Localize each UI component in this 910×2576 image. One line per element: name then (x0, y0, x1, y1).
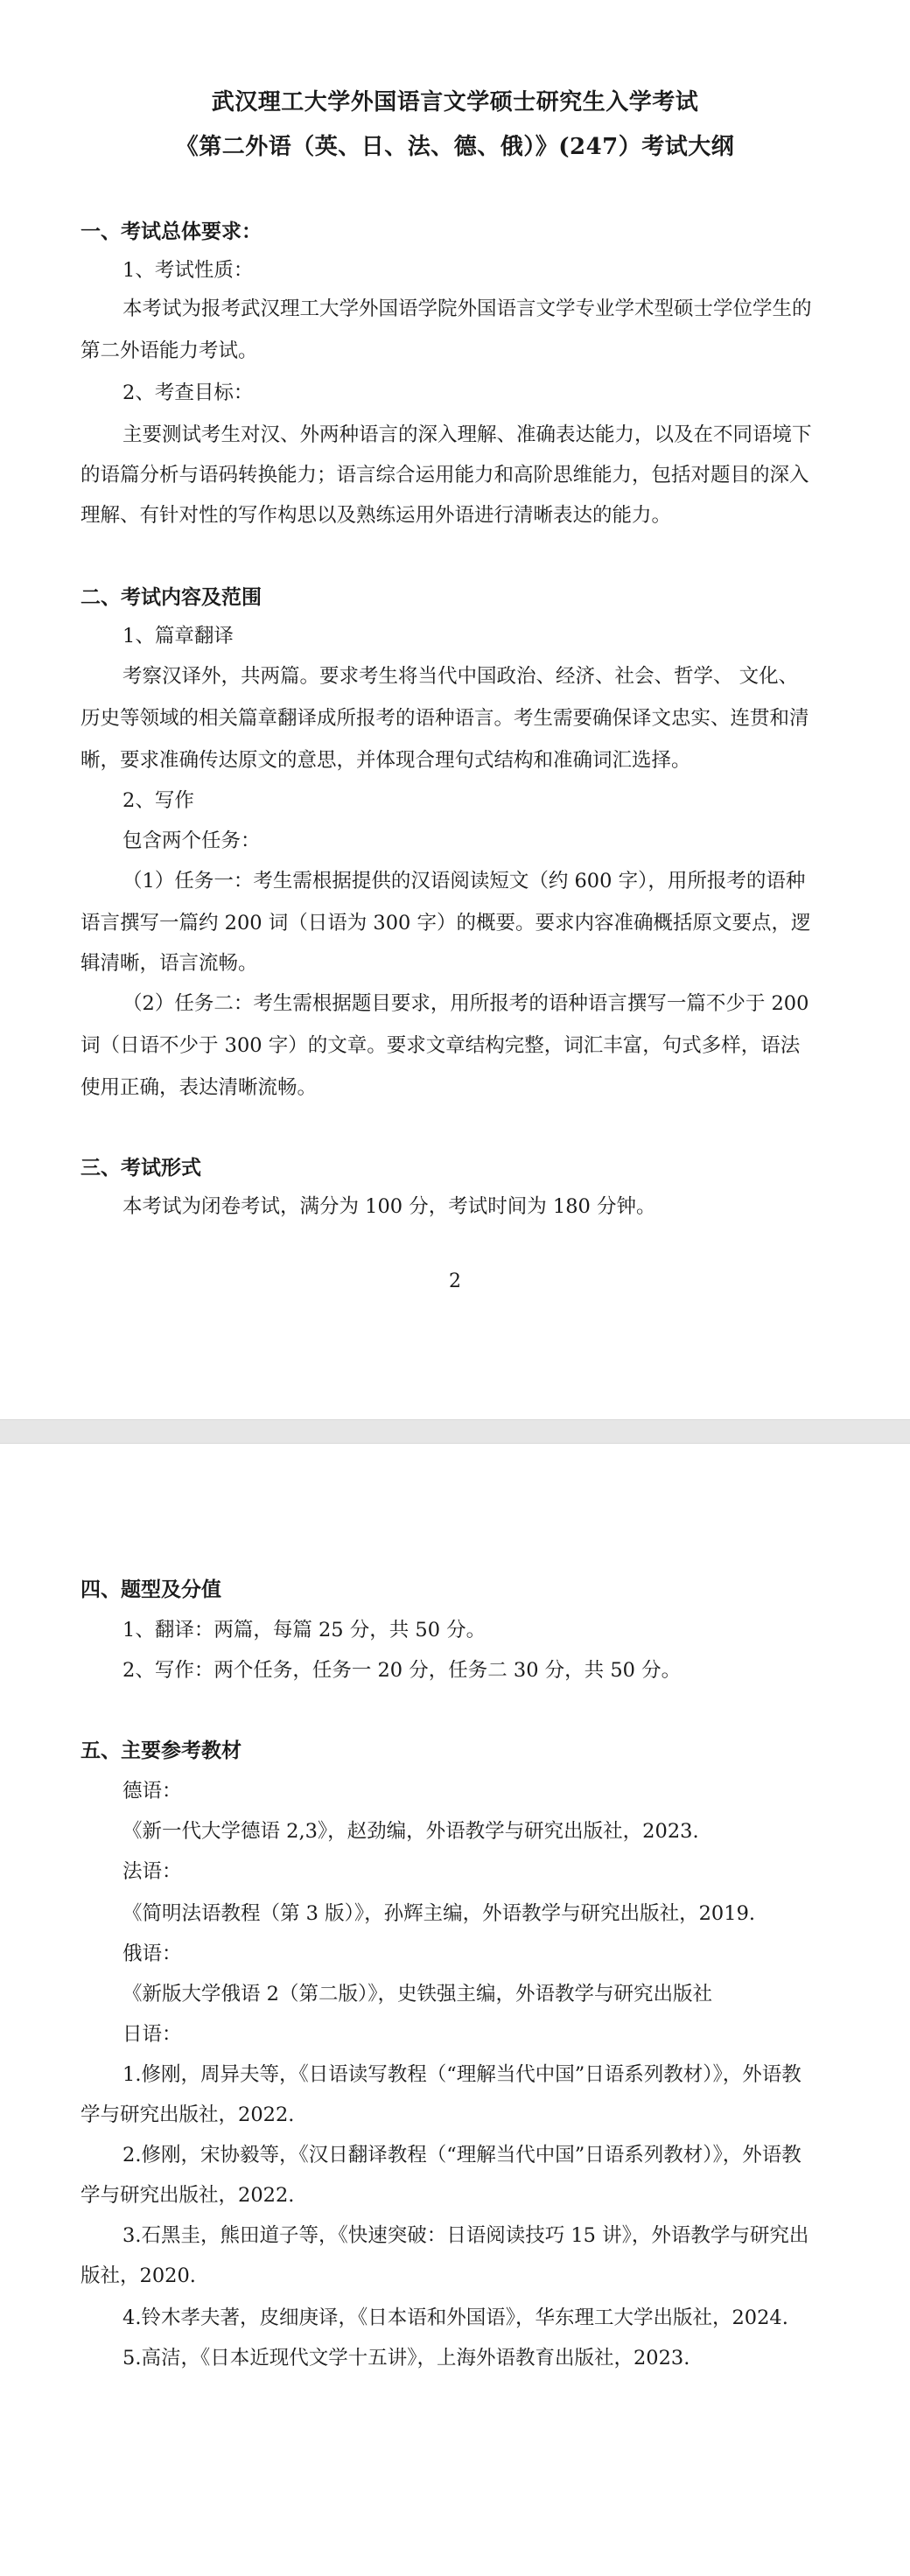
section-2-subheading-writing: 2、写作 (122, 789, 194, 812)
paragraph-line: 的语篇分析与语码转换能力；语言综合运用能力和高阶思维能力，包括对题目的深入 (80, 464, 809, 486)
reference-item: 4.铃木孝夫著，皮细庚译，《日本语和外国语》，华东理工大学出版社，2024. (122, 2306, 788, 2329)
page-separator (0, 1419, 910, 1444)
reference-item-continued: 学与研究出版社，2022. (80, 2184, 295, 2207)
task-2-line: （2）任务二：考生需根据题目要求，用所报考的语种语言撰写一篇不少于 200 (122, 992, 809, 1015)
reference-item-continued: 学与研究出版社，2022. (80, 2104, 295, 2126)
section-3-heading: 三、考试形式 (80, 1156, 201, 1180)
paragraph-line: 理解、有针对性的写作构思以及熟练运用外语进行清晰表达的能力。 (80, 504, 672, 527)
task-1-line: 语言撰写一篇约 200 词（日语为 300 字）的概要。要求内容准确概括原文要点，逻 (80, 912, 811, 934)
paragraph-line: 第二外语能力考试。 (80, 340, 258, 362)
paragraph-line: 考察汉译外，共两篇。要求考生将当代中国政治、经济、社会、哲学、 文化、 (122, 665, 799, 688)
section-4-heading: 四、题型及分值 (80, 1578, 221, 1601)
page-number: 2 (449, 1270, 461, 1292)
document-title-line-2: 《第二外语（英、日、法、德、俄）》(247）考试大纲 (175, 134, 735, 160)
section-1-subheading-nature: 1、考试性质： (122, 259, 254, 282)
task-2-line: 词（日语不少于 300 字）的文章。要求文章结构完整，词汇丰富，句式多样，语法 (80, 1034, 801, 1057)
reference-item: 《新一代大学德语 2,3》，赵劲编，外语教学与研究出版社，2023. (122, 1820, 699, 1843)
section-5-heading: 五、主要参考教材 (80, 1739, 242, 1762)
language-label-japanese: 日语： (122, 2023, 182, 2046)
language-label-german: 德语： (122, 1780, 182, 1802)
task-1-line: （1）任务一：考生需根据提供的汉语阅读短文（约 600 字），用所报考的语种 (122, 870, 806, 892)
task-1-line: 辑清晰，语言流畅。 (80, 952, 258, 975)
section-1-heading: 一、考试总体要求： (80, 220, 262, 243)
task-2-line: 使用正确，表达清晰流畅。 (80, 1076, 318, 1099)
section-1-subheading-goals: 2、考查目标： (122, 382, 254, 404)
reference-item: 《简明法语教程（第 3 版）》，孙辉主编，外语教学与研究出版社，2019. (122, 1902, 756, 1925)
reference-item-continued: 版社，2020. (80, 2264, 196, 2287)
reference-item: 《新版大学俄语 2（第二版）》，史铁强主编，外语教学与研究出版社 (122, 1983, 712, 2006)
paragraph-line: 晰，要求准确传达原文的意思，并体现合理句式结构和准确词汇选择。 (80, 749, 691, 772)
reference-item: 2.修刚，宋协毅等，《汉日翻译教程（“理解当代中国”日语系列教材）》，外语教 (122, 2144, 802, 2166)
section-2-subheading-translation: 1、篇章翻译 (122, 625, 234, 648)
reference-item: 3.石黑圭，熊田道子等，《快速突破：日语阅读技巧 15 讲》，外语教学与研究出 (122, 2224, 809, 2247)
score-line: 1、翻译：两篇，每篇 25 分，共 50 分。 (122, 1619, 486, 1642)
reference-item: 5.高洁，《日本近现代文学十五讲》，上海外语教育出版社，2023. (122, 2347, 690, 2370)
paragraph-line: 本考试为闭卷考试，满分为 100 分，考试时间为 180 分钟。 (122, 1195, 656, 1218)
language-label-russian: 俄语： (122, 1942, 182, 1965)
score-line: 2、写作：两个任务，任务一 20 分，任务二 30 分，共 50 分。 (122, 1659, 682, 1682)
language-label-french: 法语： (122, 1860, 182, 1883)
section-2-heading: 二、考试内容及范围 (80, 585, 262, 609)
paragraph-line: 历史等领域的相关篇章翻译成所报考的语种语言。考生需要确保译文忠实、连贯和清 (80, 707, 809, 730)
paragraph-line: 主要测试考生对汉、外两种语言的深入理解、准确表达能力，以及在不同语境下 (122, 424, 812, 446)
reference-item: 1.修刚，周异夫等，《日语读写教程（“理解当代中国”日语系列教材）》，外语教 (122, 2063, 802, 2086)
document-page-2 (0, 1444, 910, 2576)
paragraph-line: 包含两个任务： (122, 830, 261, 852)
document-title-line-1: 武汉理工大学外国语言文学硕士研究生入学考试 (211, 89, 699, 116)
paragraph-line: 本考试为报考武汉理工大学外国语学院外国语言文学专业学术型硕士学位学生的 (122, 298, 812, 320)
